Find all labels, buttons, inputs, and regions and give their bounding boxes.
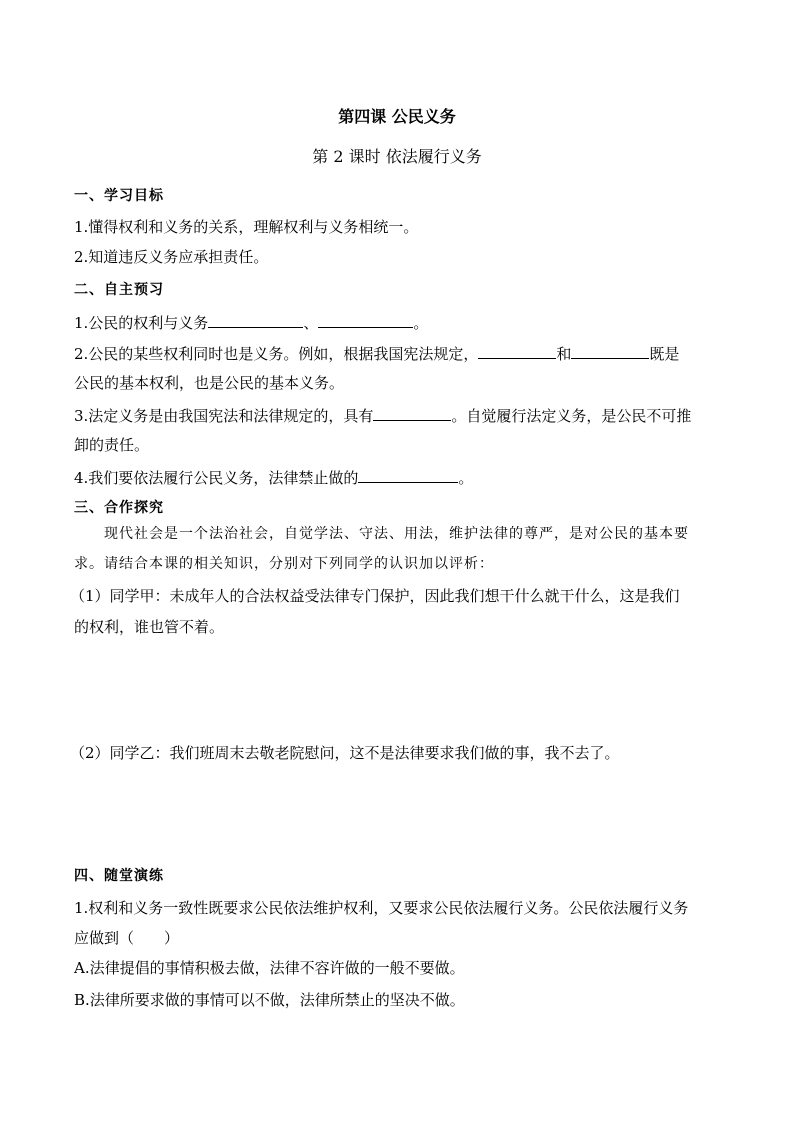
section-heading-inquiry: 三、合作探究 <box>74 500 164 516</box>
q1-suffix: 。 <box>413 314 429 332</box>
goal-item-1: 1.懂得权利和义务的关系，理解权利与义务相统一。 <box>74 218 419 236</box>
q3-prefix: 3.法定义务是由我国宪法和法律规定的，具有 <box>74 407 374 425</box>
preview-question-3-line2: 卸的责任。 <box>74 436 150 454</box>
preview-question-2 <box>74 342 724 364</box>
answer-blank[interactable] <box>358 466 458 483</box>
section-heading-goals: 一、学习目标 <box>74 188 164 204</box>
answer-blank[interactable] <box>571 342 649 359</box>
q4-suffix: 。 <box>458 469 474 487</box>
inquiry-intro-line1: 现代社会是一个法治社会，自觉学法、守法、用法，维护法律的尊严，是对公民的基本要 <box>104 526 689 542</box>
goal-item-2: 2.知道违反义务应承担责任。 <box>74 248 269 266</box>
inquiry-prompt-1: （1）同学甲：未成年人的合法权益受法律专门保护，因此我们想干什么就干什么，这是我们 <box>70 587 680 605</box>
answer-blank[interactable] <box>208 311 303 328</box>
q4-prefix: 4.我们要依法履行公民义务，法律禁止做的 <box>74 469 359 487</box>
preview-question-3 <box>74 404 724 426</box>
inquiry-prompt-2: （2）同学乙：我们班周末去敬老院慰问，这不是法律要求我们做的事，我不去了。 <box>70 744 620 762</box>
section-heading-practice: 四、随堂演练 <box>74 868 164 884</box>
preview-question-4 <box>74 466 724 488</box>
answer-blank[interactable] <box>318 311 413 328</box>
q3-suffix: 。自觉履行法定义务，是公民不可推 <box>451 407 692 425</box>
option-a[interactable]: A.法律提倡的事情积极去做，法律不容许做的一般不要做。 <box>74 959 465 977</box>
q2-prefix: 2.公民的某些权利同时也是义务。例如，根据我国宪法规定， <box>74 345 479 363</box>
preview-question-2-line2: 公民的基本权利，也是公民的基本义务。 <box>74 374 345 392</box>
preview-question-1 <box>74 311 724 333</box>
practice-question-1-line2: 应做到（ ） <box>74 929 180 947</box>
q2-suffix: 既是 <box>649 345 680 363</box>
lesson-subtitle: 第 2 课时 依法履行义务 <box>312 147 482 166</box>
q1-separator: 、 <box>303 314 319 332</box>
q1-prefix: 1.公民的权利与义务 <box>74 314 209 332</box>
answer-blank[interactable] <box>373 404 451 421</box>
lesson-title: 第四课 公民义务 <box>338 107 456 126</box>
practice-question-1: 1.权利和义务一致性既要求公民依法维护权利，又要求公民依法履行义务。公民依法履行义务 <box>74 899 689 917</box>
q2-middle: 和 <box>556 345 572 363</box>
inquiry-intro-line2: 求。请结合本课的相关知识，分别对下列同学的认识加以评析： <box>74 556 494 572</box>
section-heading-preview: 二、自主预习 <box>74 282 164 298</box>
inquiry-prompt-1-line2: 的权利，谁也管不着。 <box>74 618 225 636</box>
answer-blank[interactable] <box>478 342 556 359</box>
option-b[interactable]: B.法律所要求做的事情可以不做，法律所禁止的坚决不做。 <box>74 991 465 1009</box>
